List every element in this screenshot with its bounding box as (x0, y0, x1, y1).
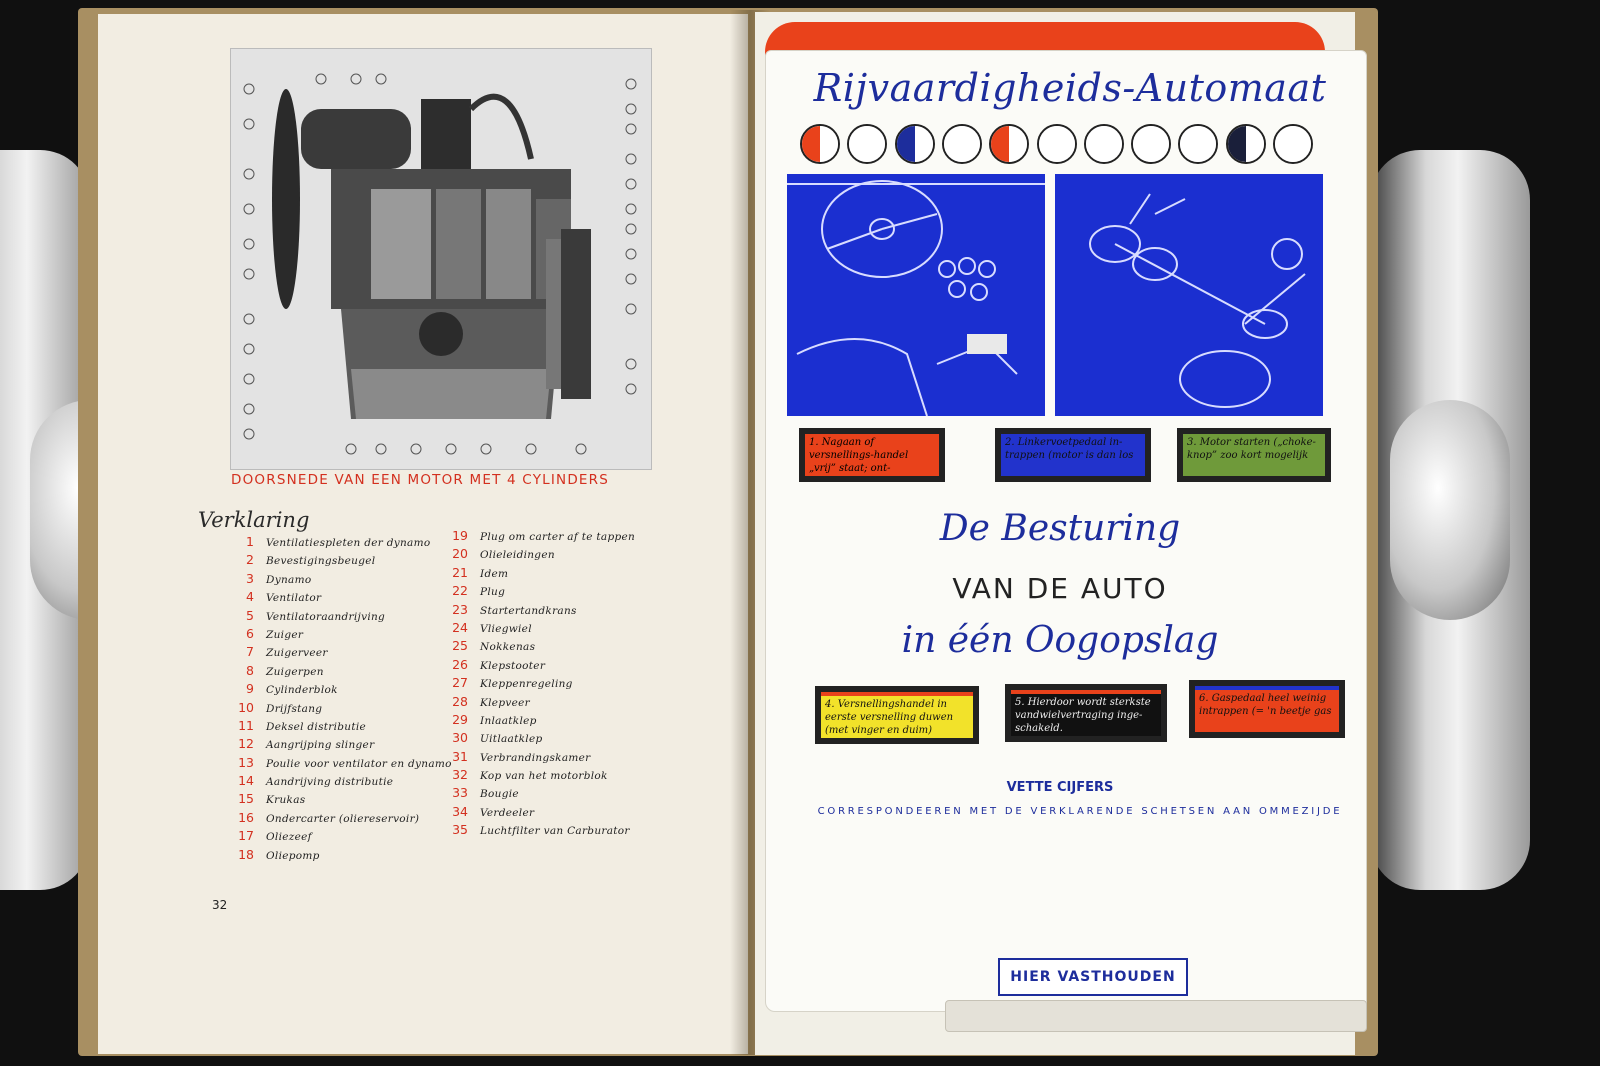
legend-label: Luchtfilter van Carburator (480, 825, 630, 838)
indicator-circle (800, 124, 840, 164)
legend-label: Ventilator (266, 592, 322, 605)
instruction-slot-4 (815, 686, 979, 744)
legend-number: 17 (238, 828, 254, 844)
legend-number: 35 (452, 822, 468, 838)
legend-number: 7 (246, 644, 254, 660)
indicator-circle (1226, 124, 1266, 164)
instruction-text-5: 5. Hierdoor wordt sterkste vandwielvertraging inge-schakeld. (1011, 690, 1161, 736)
legend-item (442, 636, 635, 654)
automaat-title: Rijvaardigheids-Automaat (813, 66, 1327, 110)
legend-label: Verbrandingskamer (480, 751, 591, 764)
legend-number: 12 (238, 736, 254, 752)
legend-label: Ventilatiespleten der dynamo (266, 537, 431, 549)
legend-number: 22 (452, 583, 468, 599)
legend-label: Inlaatklep (480, 714, 537, 727)
drivetrain-illustration (1055, 174, 1323, 416)
indicator-fill (897, 126, 933, 162)
legend-item (442, 710, 635, 728)
legend-label: Idem (480, 567, 509, 580)
legend-label: Drijfstang (266, 702, 323, 715)
legend-label: Dynamo (266, 573, 312, 586)
legend-number: 5 (246, 607, 254, 623)
legend-number: 34 (452, 803, 468, 819)
legend-item (228, 606, 452, 624)
instruction-slot-5 (1005, 684, 1167, 742)
legend-item (228, 642, 452, 660)
dashboard-illustration (787, 174, 1045, 416)
legend-number: 29 (452, 711, 468, 727)
legend-number: 19 (452, 528, 468, 543)
indicator-fill (1228, 126, 1264, 162)
legend-number: 8 (246, 662, 254, 678)
legend-item (228, 716, 452, 734)
legend-item (442, 692, 635, 710)
legend-label: Startertandkrans (480, 604, 577, 617)
legend-number: 21 (452, 564, 468, 580)
legend-label: Kleppenregeling (480, 678, 573, 691)
legend-item (228, 734, 452, 752)
instruction-text-6: 6. Gaspedaal heel weinig intrappen (= 'n beetje gas (1195, 686, 1339, 732)
legend-label: Klepstooter (480, 659, 546, 672)
instruction-slot-6 (1189, 680, 1345, 738)
legend-number: 3 (246, 570, 254, 586)
legend-number: 32 (452, 767, 468, 783)
indicator-circle (1273, 124, 1313, 164)
legend-column-1 (228, 532, 452, 863)
legend-number: 16 (238, 809, 254, 825)
indicator-fill (1180, 126, 1216, 162)
indicator-circle (1037, 124, 1077, 164)
legend-item (442, 563, 635, 581)
legend-item (442, 747, 635, 765)
legend-item (228, 845, 452, 863)
indicator-fill (991, 126, 1027, 162)
indicator-fill (1275, 126, 1311, 162)
indicator-circle-row (800, 124, 1320, 164)
instruction-text-2: 2. Linkervoetpedaal in-trappen (motor is dan los (1001, 434, 1145, 476)
headline-besturing: De Besturing (939, 508, 1181, 549)
legend-label: Kop van het motorblok (480, 770, 608, 783)
legend-item (442, 655, 635, 673)
indicator-circle (1131, 124, 1171, 164)
legend-label: Uitlaatklep (480, 733, 543, 746)
legend-number: 33 (452, 785, 468, 801)
radiator-knob-right (1390, 400, 1510, 620)
legend-item (228, 550, 452, 568)
legend-item (228, 624, 452, 642)
legend-item (228, 532, 452, 550)
legend-item (442, 765, 635, 783)
legend-number: 24 (452, 619, 468, 635)
instruction-slot-3 (1177, 428, 1331, 482)
legend-number: 18 (238, 846, 254, 862)
legend-item (228, 771, 452, 789)
legend-item (442, 618, 635, 636)
engine-caption: DOORSNEDE VAN EEN MOTOR MET 4 CYLINDERS (231, 472, 610, 488)
legend-label: Olieleidingen (480, 549, 555, 562)
indicator-fill (944, 126, 980, 162)
legend-label: Cylinderblok (266, 684, 338, 697)
indicator-fill (1039, 126, 1075, 162)
indicator-fill (1133, 126, 1169, 162)
legend-item (228, 587, 452, 605)
legend-item (442, 581, 635, 599)
legend-label: Deksel distributie (266, 720, 367, 733)
indicator-circle (847, 124, 887, 164)
legend-label: Poulie voor ventilator en dynamo (266, 757, 452, 770)
legend-column-2 (442, 526, 635, 839)
vette-cijfers-label: VETTE CIJFERS (1006, 780, 1114, 795)
legend-label: Oliepomp (266, 849, 320, 862)
legend-label: Bougie (480, 788, 519, 801)
legend-item (228, 698, 452, 716)
legend-label: Klepveer (480, 696, 530, 709)
legend-label: Aandrijving distributie (266, 776, 394, 789)
indicator-circle (1084, 124, 1124, 164)
legend-label: Vliegwiel (480, 622, 532, 635)
legend-item (228, 569, 452, 587)
legend-number: 13 (238, 754, 254, 770)
legend-label: Zuigerveer (266, 647, 328, 660)
indicator-circle (942, 124, 982, 164)
instruction-text-4: 4. Versnellingshandel in eerste versnelling duwen (met vinger en duim) (821, 692, 973, 738)
legend-label: Plug om carter af te tappen (480, 531, 636, 543)
legend-number: 9 (246, 681, 254, 697)
headline-van-de-auto: VAN DE AUTO (952, 572, 1168, 605)
indicator-fill (802, 126, 838, 162)
indicator-fill (1086, 126, 1122, 162)
legend-label: Zuiger (266, 628, 304, 641)
legend-label: Bevestigingsbeugel (266, 555, 376, 568)
legend-item (442, 783, 635, 801)
legend-number: 25 (452, 638, 468, 654)
legend-number: 28 (452, 693, 468, 709)
indicator-circle (989, 124, 1029, 164)
card-bottom-edge (945, 1000, 1367, 1032)
legend-label: Oliezeef (266, 831, 312, 844)
engine-cross-section-illustration (230, 48, 652, 470)
legend-item (228, 789, 452, 807)
instruction-text-1: 1. Nagaan of versnellings-handel „vrij” staat; ont- (805, 434, 939, 476)
legend-number: 11 (238, 717, 254, 733)
legend-label: Verdeeler (480, 806, 535, 819)
legend-label: Ondercarter (oliereservoir) (266, 812, 420, 825)
legend-title: Verklaring (198, 508, 310, 532)
legend-item (442, 673, 635, 691)
legend-label: Aangrijping slinger (266, 739, 375, 752)
legend-item (228, 661, 452, 679)
instruction-slot-1 (799, 428, 945, 482)
legend-label: Plug (480, 586, 506, 599)
legend-label: Nokkenas (480, 641, 536, 654)
legend-item (442, 802, 635, 820)
legend-item (228, 826, 452, 844)
correspondeeren-text: CORRESPONDEEREN MET DE VERKLARENDE SCHETSEN AAN OMMEZIJDE (817, 806, 1343, 817)
legend-number: 1 (246, 534, 254, 549)
legend-number: 2 (246, 552, 254, 568)
legend-number: 14 (238, 773, 254, 789)
legend-number: 26 (452, 656, 468, 672)
legend-item (442, 544, 635, 562)
legend-number: 23 (452, 601, 468, 617)
legend-number: 6 (246, 625, 254, 641)
hold-here-button[interactable]: HIER VASTHOUDEN (998, 958, 1188, 996)
legend-number: 4 (246, 589, 254, 605)
legend-item (442, 728, 635, 746)
headline-oogopslag: in één Oogopslag (901, 620, 1219, 661)
legend-label: Zuigerpen (266, 665, 324, 678)
legend-number: 30 (452, 730, 468, 746)
legend-number: 31 (452, 748, 468, 764)
legend-number: 20 (452, 546, 468, 562)
legend-item (442, 526, 635, 544)
legend-number: 15 (238, 791, 254, 807)
indicator-circle (895, 124, 935, 164)
legend-item (442, 820, 635, 838)
legend-item (442, 600, 635, 618)
legend-item (228, 753, 452, 771)
indicator-circle (1178, 124, 1218, 164)
legend-number: 10 (238, 699, 254, 715)
page-number: 32 (212, 898, 228, 912)
indicator-fill (849, 126, 885, 162)
instruction-slot-2 (995, 428, 1151, 482)
legend-item (228, 808, 452, 826)
legend-label: Krukas (266, 794, 306, 807)
legend-label: Ventilatoraandrijving (266, 610, 386, 623)
legend-item (228, 679, 452, 697)
instruction-text-3: 3. Motor starten („choke-knop” zoo kort mogelijk (1183, 434, 1325, 476)
legend-number: 27 (452, 675, 468, 691)
